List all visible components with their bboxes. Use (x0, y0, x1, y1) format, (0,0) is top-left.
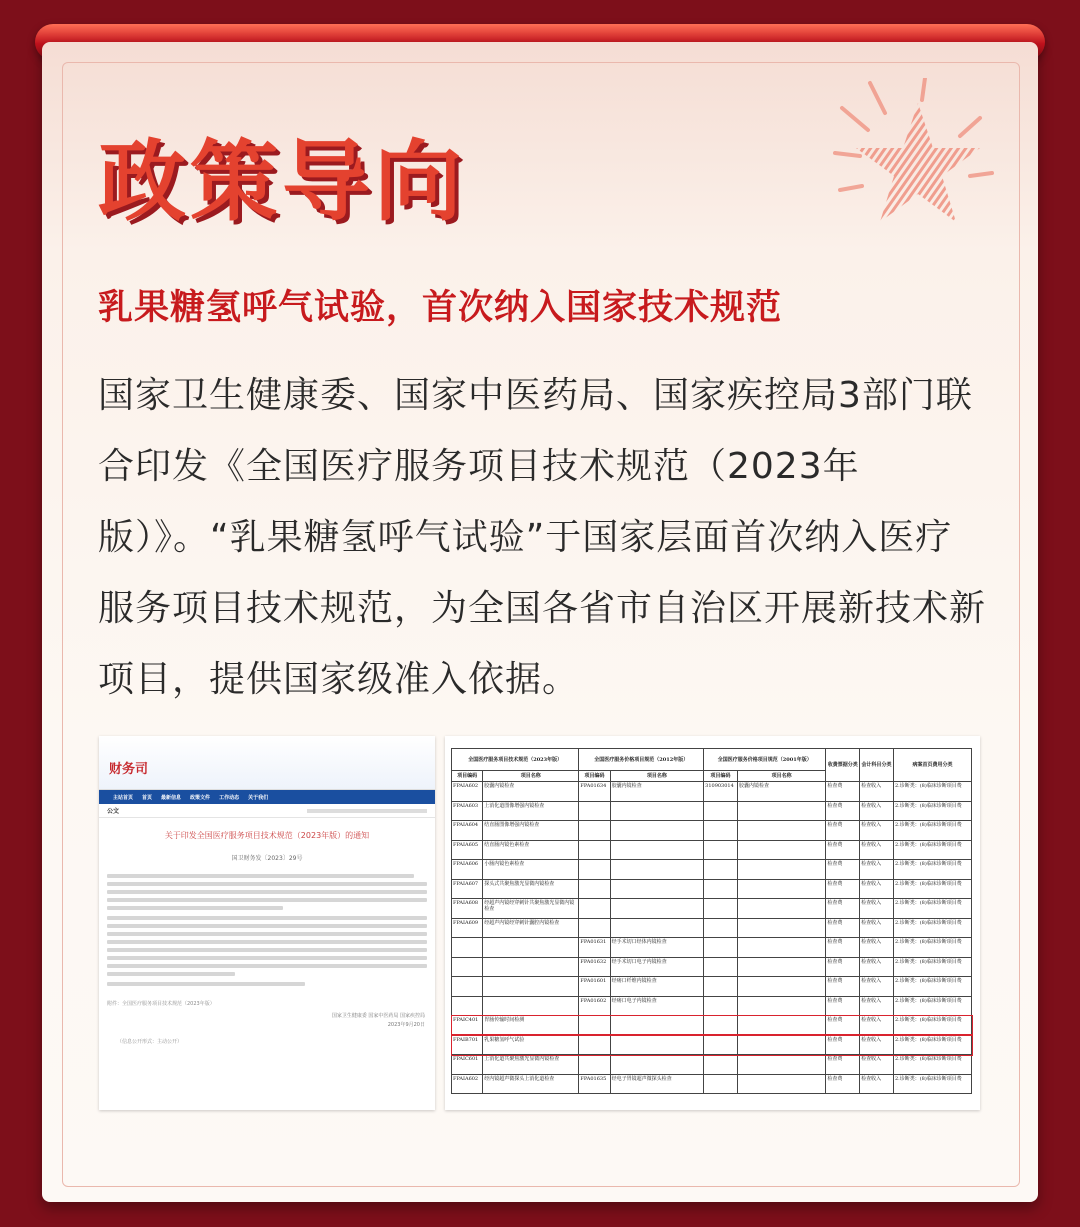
table-cell: FPA01634 (579, 782, 610, 802)
table-cell: 2.诊断类：(8)临床诊断项目费 (893, 899, 971, 919)
nav-item[interactable]: 最新信息 (161, 794, 182, 801)
nav-item[interactable]: 关于我们 (248, 794, 269, 801)
header-2001: 全国医疗服务价格项目规范（2001年版） (704, 749, 826, 771)
table-cell (704, 821, 738, 841)
table-cell: FPAIA602 (452, 782, 483, 802)
table-cell: 检查收入 (860, 938, 894, 958)
table-cell: 检查费 (826, 977, 860, 997)
table-cell: FPAIA603 (452, 801, 483, 821)
table-row (452, 821, 972, 841)
table-cell: 检查收入 (860, 1016, 894, 1036)
table-cell: 上消化道图像增强内镜检查 (483, 801, 579, 821)
table-row (452, 840, 972, 860)
document-title: 关于印发全国医疗服务项目技术规范（2023年版）的通知 (164, 831, 370, 840)
table-cell: 2.诊断类：(8)临床诊断项目费 (893, 879, 971, 899)
nav-item[interactable]: 工作动态 (219, 794, 240, 801)
section-heading: 政策导向 (98, 130, 467, 233)
table-cell: 检查费 (826, 1016, 860, 1036)
table-row-highlighted (452, 1035, 972, 1055)
nav-item[interactable]: 政策文件 (190, 794, 211, 801)
table-cell (704, 938, 738, 958)
table-cell (610, 918, 704, 938)
table-cell: FPA01632 (579, 957, 610, 977)
table-cell: 2.诊断类：(8)临床诊断项目费 (893, 860, 971, 880)
table-row (452, 899, 972, 919)
table-cell (737, 1016, 825, 1036)
table-cell: 2.诊断类：(8)临床诊断项目费 (893, 918, 971, 938)
table-cell (610, 840, 704, 860)
table-cell: 2.诊断类：(8)临床诊断项目费 (893, 1016, 971, 1036)
article-subtitle: 乳果糖氢呼气试验，首次纳入国家技术规范 (98, 288, 783, 328)
table-cell (610, 899, 704, 919)
table-cell: 经手术切口经体内镜检查 (610, 938, 704, 958)
table-cell: 2.诊断类：(8)临床诊断项目费 (893, 1074, 971, 1094)
table-cell (737, 801, 825, 821)
table-cell: 检查费 (826, 899, 860, 919)
subheader-name: 项目名称 (610, 771, 704, 782)
table-cell: FPAIA608 (452, 899, 483, 919)
table-cell: 检查费 (826, 879, 860, 899)
table-cell: 检查收入 (860, 1074, 894, 1094)
table-cell: 检查收入 (860, 899, 894, 919)
table-cell: 2.诊断类：(8)临床诊断项目费 (893, 1035, 971, 1055)
table-row (452, 879, 972, 899)
table-row (452, 801, 972, 821)
table-cell (704, 996, 738, 1016)
table-cell: 检查费 (826, 1055, 860, 1075)
table-row (452, 996, 972, 1016)
table-cell (483, 938, 579, 958)
table-cell (452, 938, 483, 958)
table-cell (704, 977, 738, 997)
table-row (452, 957, 972, 977)
table-cell (704, 879, 738, 899)
table-cell (610, 821, 704, 841)
table-cell (737, 840, 825, 860)
subheader-code: 项目编码 (452, 771, 483, 782)
spec-table (451, 748, 972, 1094)
table-row (452, 860, 972, 880)
table-cell: 检查费 (826, 957, 860, 977)
table-row (452, 1074, 972, 1094)
header-2012: 全国医疗服务价格项目规范（2012年版） (579, 749, 704, 771)
notice-document-preview (99, 736, 435, 1110)
table-row (452, 1055, 972, 1075)
header-2023: 全国医疗服务项目技术规范（2023年版） (452, 749, 579, 771)
table-cell (737, 1055, 825, 1075)
table-cell: 检查收入 (860, 977, 894, 997)
table-cell: 2.诊断类：(8)临床诊断项目费 (893, 977, 971, 997)
table-cell: 检查收入 (860, 1035, 894, 1055)
table-cell: 胶囊内镜检查 (610, 782, 704, 802)
table-cell: 乳果糖氢呼气试验 (483, 1035, 579, 1055)
table-row (452, 782, 972, 802)
table-cell (704, 1035, 738, 1055)
signer-names: 国家卫生健康委 国家中医药局 国家疾控局 (331, 1013, 425, 1019)
table-cell: 检查费 (826, 782, 860, 802)
table-cell (737, 996, 825, 1016)
table-cell (737, 957, 825, 977)
table-cell: FPA01635 (579, 1074, 610, 1094)
table-cell (737, 977, 825, 997)
table-cell: 结直肠内镜色素检查 (483, 840, 579, 860)
table-cell: 检查费 (826, 801, 860, 821)
table-cell (579, 840, 610, 860)
table-cell (704, 899, 738, 919)
table-cell: 检查收入 (860, 821, 894, 841)
subheader-name: 项目名称 (483, 771, 579, 782)
table-cell: 检查收入 (860, 957, 894, 977)
table-cell: 小肠内镜色素检查 (483, 860, 579, 880)
table-cell (452, 996, 483, 1016)
table-cell (483, 996, 579, 1016)
table-cell: 检查费 (826, 860, 860, 880)
table-row-highlighted (452, 1016, 972, 1036)
nav-item[interactable]: 首页 (142, 794, 153, 801)
table-row (452, 977, 972, 997)
table-cell (704, 860, 738, 880)
table-cell (579, 918, 610, 938)
table-cell: 2.诊断类：(8)临床诊断项目费 (893, 1055, 971, 1075)
table-cell: FPAIA607 (452, 879, 483, 899)
table-cell: FPAIC601 (452, 1055, 483, 1075)
section-label: 公文 (107, 808, 120, 815)
table-cell: 经瘘口纤维内镜检查 (610, 977, 704, 997)
table-cell (704, 1055, 738, 1075)
document-signers (99, 1008, 435, 1030)
table-cell: 胶囊内镜检查 (737, 782, 825, 802)
table-cell: 2.诊断类：(8)临床诊断项目费 (893, 840, 971, 860)
table-cell: 检查费 (826, 1035, 860, 1055)
table-cell: 检查费 (826, 996, 860, 1016)
subheader-code: 项目编码 (704, 771, 738, 782)
table-cell (737, 1035, 825, 1055)
star-decoration-icon (830, 78, 1000, 248)
table-cell: FPAIA602 (452, 1074, 483, 1094)
table-cell: FPA01601 (579, 977, 610, 997)
table-cell: 胃肠传输时间检测 (483, 1016, 579, 1036)
table-cell (737, 1074, 825, 1094)
table-cell: 检查费 (826, 938, 860, 958)
table-cell: 检查收入 (860, 918, 894, 938)
table-cell: 2.诊断类：(8)临床诊断项目费 (893, 782, 971, 802)
table-cell (610, 801, 704, 821)
table-cell (737, 879, 825, 899)
table-cell: 经瘘口电子内镜检查 (610, 996, 704, 1016)
spec-table-body (452, 782, 972, 1094)
table-cell: 检查收入 (860, 801, 894, 821)
table-cell (579, 821, 610, 841)
table-cell (610, 879, 704, 899)
table-cell (579, 879, 610, 899)
table-cell: 2.诊断类：(8)临床诊断项目费 (893, 996, 971, 1016)
table-cell: FPAIC401 (452, 1016, 483, 1036)
table-cell (610, 1055, 704, 1075)
table-cell: 检查收入 (860, 996, 894, 1016)
table-cell: 检查收入 (860, 1055, 894, 1075)
document-number: 国卫财务发〔2023〕29号 (231, 855, 303, 862)
table-cell: FPAIA604 (452, 821, 483, 841)
table-cell: FPAIA609 (452, 918, 483, 938)
table-cell: 检查收入 (860, 879, 894, 899)
document-text-lines (99, 862, 435, 986)
table-cell (737, 899, 825, 919)
table-cell (737, 938, 825, 958)
header-bill-category: 收费票据分类 (826, 749, 860, 782)
table-cell: 检查收入 (860, 782, 894, 802)
table-cell (737, 860, 825, 880)
table-cell: FPA01631 (579, 938, 610, 958)
toolbar-placeholder (307, 809, 427, 813)
subheader-name: 项目名称 (737, 771, 825, 782)
header-case-fee-category: 病案首页费用分类 (893, 749, 971, 782)
table-cell: 检查收入 (860, 860, 894, 880)
table-cell (610, 1035, 704, 1055)
site-name: 财务司 (99, 736, 435, 790)
table-cell: 上消化道共聚焦激光显微内镜检查 (483, 1055, 579, 1075)
subheader-code: 项目编码 (579, 771, 610, 782)
table-cell: FPAIB701 (452, 1035, 483, 1055)
table-cell (610, 860, 704, 880)
table-cell: 2.诊断类：(8)临床诊断项目费 (893, 801, 971, 821)
technical-spec-table-preview (445, 736, 980, 1110)
table-cell: FPAIA606 (452, 860, 483, 880)
header-account-category: 会计科目分类 (860, 749, 894, 782)
table-cell (579, 1055, 610, 1075)
table-cell: 检查费 (826, 840, 860, 860)
table-cell: 检查费 (826, 1074, 860, 1094)
table-cell (704, 1016, 738, 1036)
table-cell (704, 801, 738, 821)
table-cell: 310903014 (704, 782, 738, 802)
table-cell: 2.诊断类：(8)临床诊断项目费 (893, 957, 971, 977)
table-cell: FPA01602 (579, 996, 610, 1016)
table-cell (579, 1035, 610, 1055)
table-row (452, 918, 972, 938)
table-cell (737, 918, 825, 938)
article-body: 国家卫生健康委、国家中医药局、国家疾控局3部门联合印发《全国医疗服务项目技术规范（2023年版）》。“乳果糖氢呼气试验”于国家层面首次纳入医疗服务项目技术规范，为全国各省市自治区开展新技术新项目，提供国家级准入依据。 (98, 375, 987, 700)
table-cell: 经内镜超声微探头上消化道检查 (483, 1074, 579, 1094)
table-cell: 经电子胃镜超声微探头检查 (610, 1074, 704, 1094)
site-nav (99, 790, 435, 804)
table-cell (704, 840, 738, 860)
table-cell (579, 801, 610, 821)
nav-item[interactable]: 主站首页 (113, 794, 134, 801)
table-cell (704, 918, 738, 938)
disclosure-note: （信息公开形式：主动公开） (117, 1039, 183, 1045)
table-cell (483, 957, 579, 977)
breadcrumb (99, 804, 435, 818)
table-cell: 结直肠图像增强内镜检查 (483, 821, 579, 841)
table-cell: FPAIA605 (452, 840, 483, 860)
table-cell: 2.诊断类：(8)临床诊断项目费 (893, 821, 971, 841)
table-cell (483, 977, 579, 997)
table-cell: 探头式共聚焦激光显微内镜检查 (483, 879, 579, 899)
table-cell (452, 977, 483, 997)
table-cell: 检查收入 (860, 840, 894, 860)
table-cell (452, 957, 483, 977)
table-cell: 2.诊断类：(8)临床诊断项目费 (893, 938, 971, 958)
table-cell (579, 1016, 610, 1036)
document-attachment: 附件：全国医疗服务项目技术规范（2023年版） (107, 1001, 215, 1007)
table-cell: 检查费 (826, 918, 860, 938)
table-cell (579, 899, 610, 919)
table-cell: 检查费 (826, 821, 860, 841)
table-cell: 经超声内镜经穿刺针囊腔内镜检查 (483, 918, 579, 938)
table-cell (610, 1016, 704, 1036)
signing-date: 2023年9月20日 (387, 1022, 425, 1028)
table-cell: 胶囊内镜检查 (483, 782, 579, 802)
table-cell (704, 1074, 738, 1094)
table-cell: 经手术切口电子内镜检查 (610, 957, 704, 977)
table-cell (579, 860, 610, 880)
table-cell: 经超声内镜经穿刺针共聚焦激光显微内镜检查 (483, 899, 579, 919)
table-row (452, 938, 972, 958)
table-cell (704, 957, 738, 977)
table-cell (737, 821, 825, 841)
